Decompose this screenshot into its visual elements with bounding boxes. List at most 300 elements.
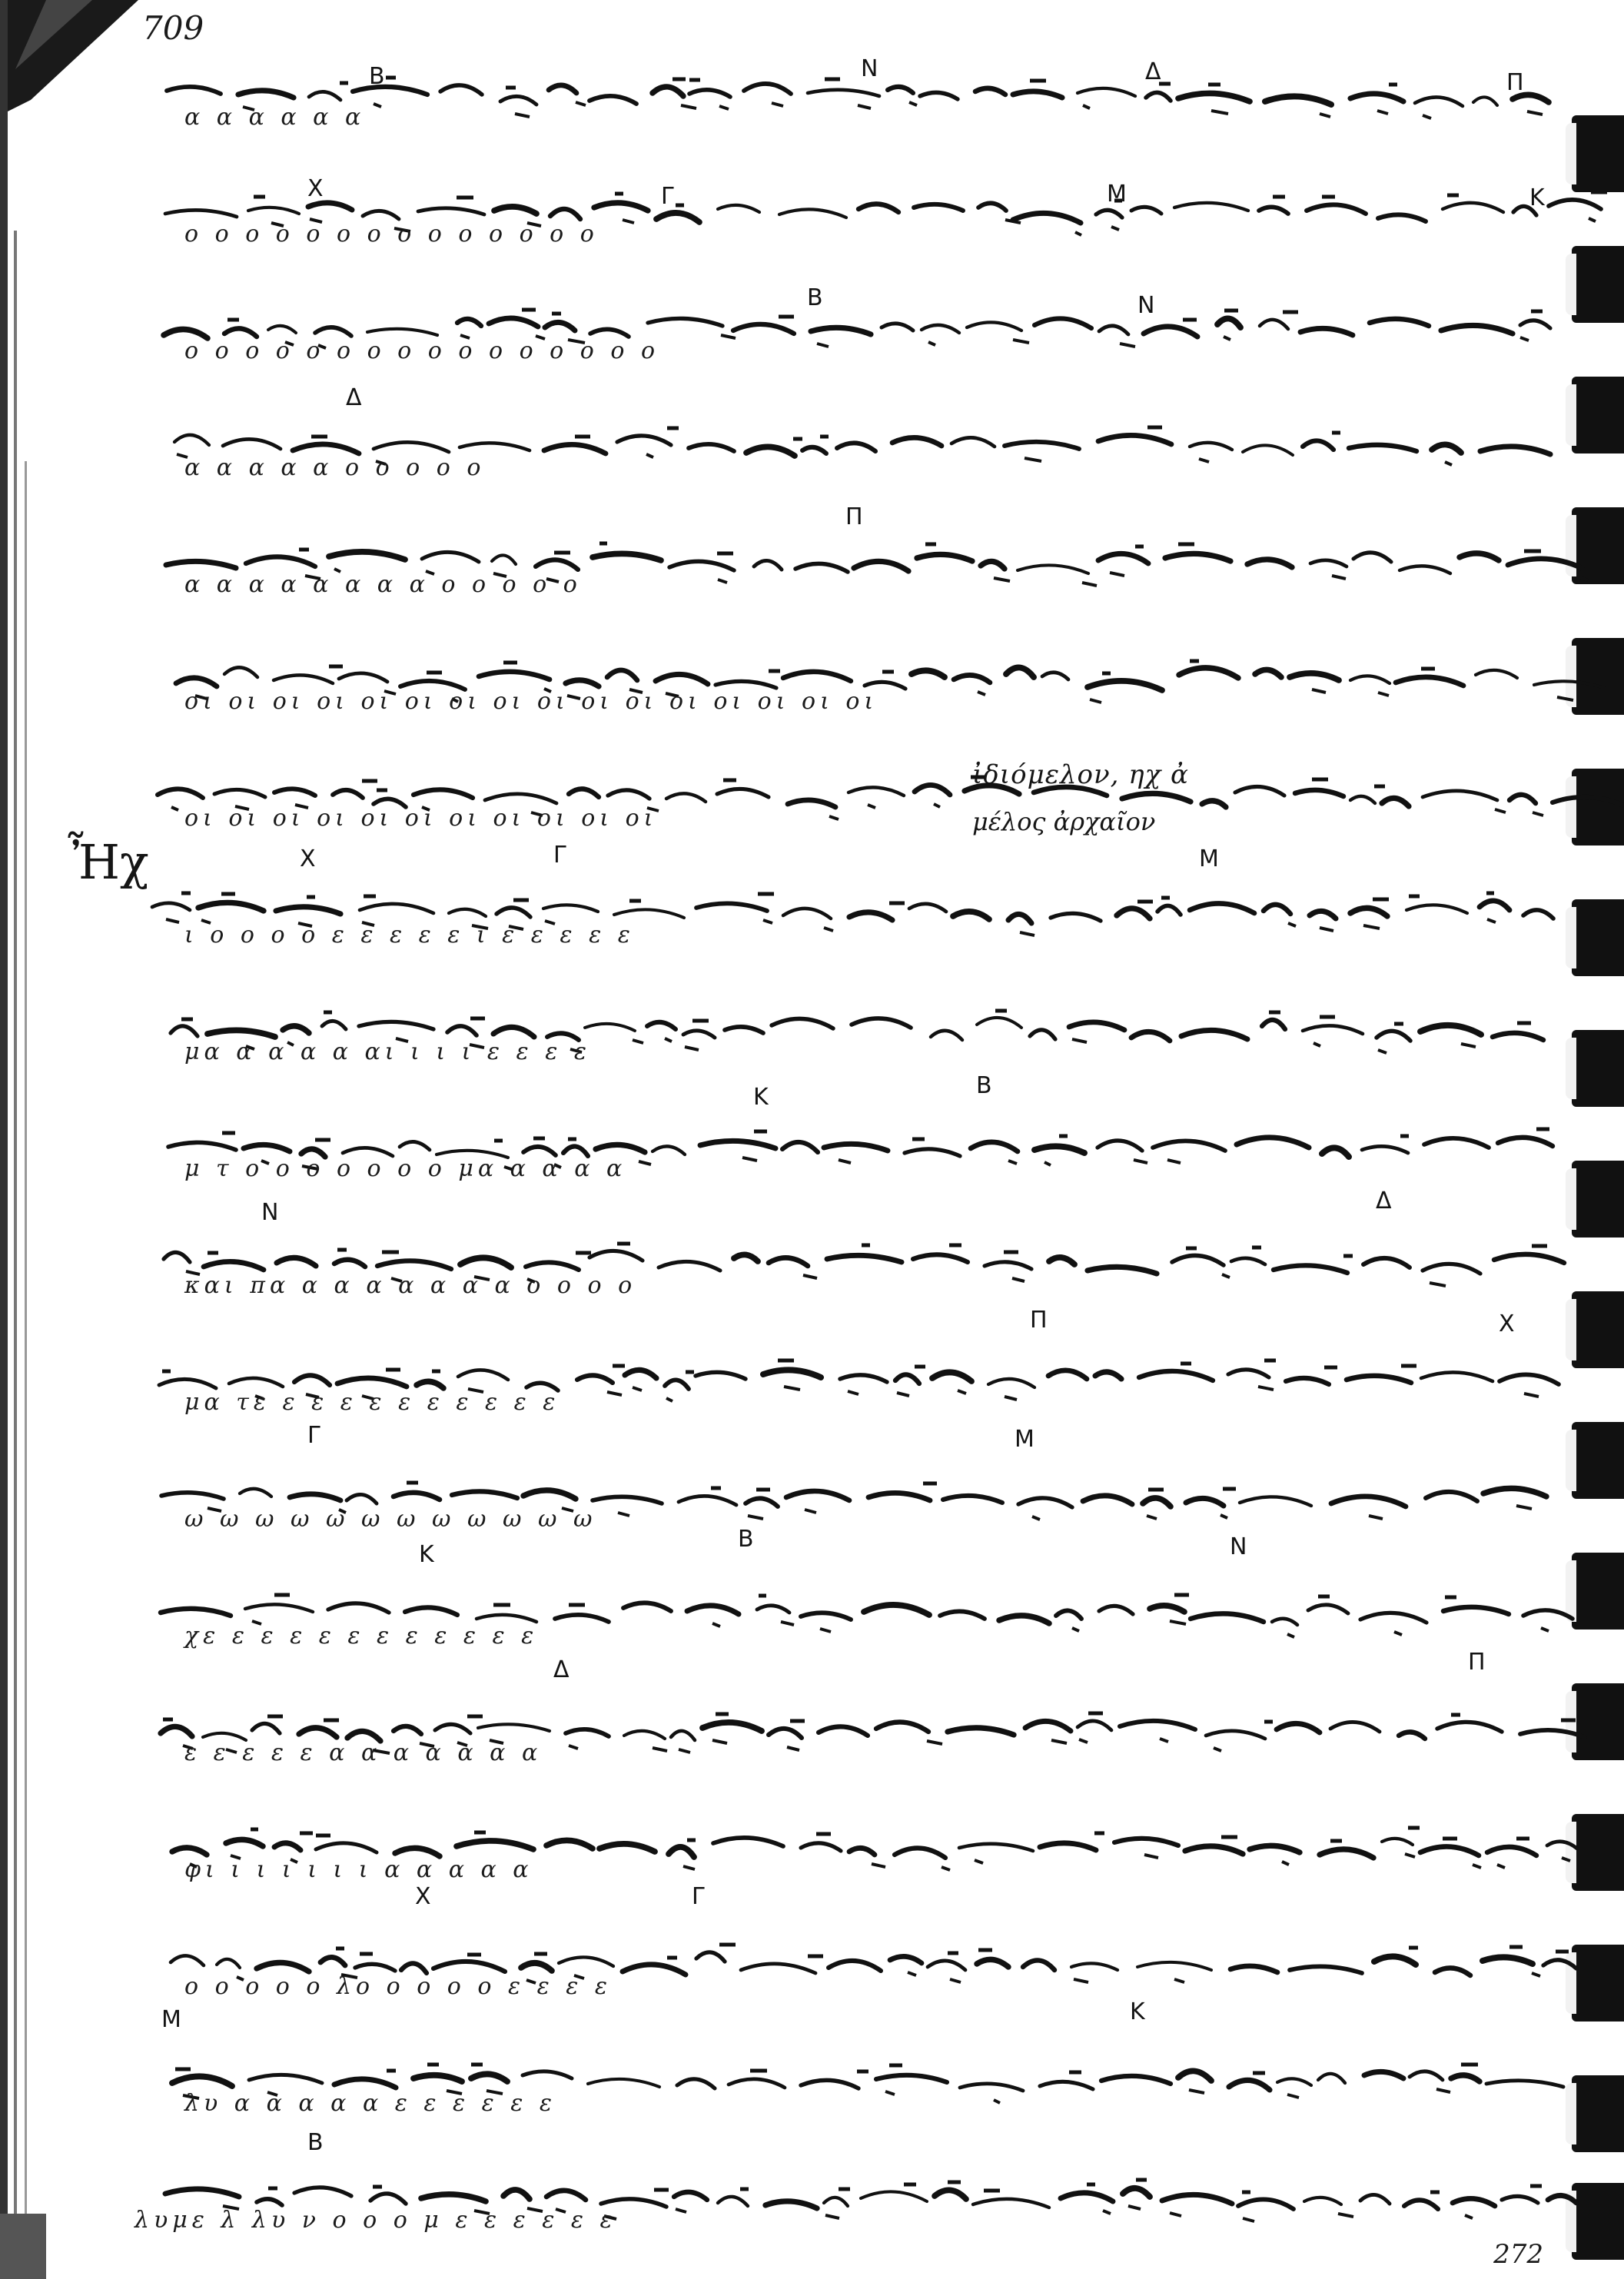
- neume-stroke: [1286, 1378, 1329, 1384]
- neume-stroke: [769, 1257, 808, 1266]
- neume-stroke: [1460, 553, 1499, 560]
- neume-stroke: [223, 439, 281, 449]
- neume-stroke: [503, 2190, 530, 2199]
- neume-hook: [1473, 1865, 1481, 1868]
- neume-stroke: [1476, 670, 1517, 678]
- neume-hook: [1338, 2214, 1353, 2217]
- neume-stroke: [165, 210, 237, 217]
- neume-stroke: [544, 444, 606, 453]
- neume-stroke: [1179, 668, 1238, 678]
- neume-stroke: [418, 208, 484, 214]
- neume-stroke: [1117, 909, 1150, 919]
- lyric-line: ο ο ο ο ο ο ο ο ο ο ο ο ο ο ο ο: [184, 337, 660, 364]
- neume-stroke: [152, 903, 190, 910]
- neume-stroke: [274, 675, 333, 683]
- neume-stroke: [1088, 1267, 1157, 1274]
- neume-stroke: [536, 560, 578, 570]
- neume-stroke: [174, 435, 209, 445]
- neume-stroke: [1399, 1732, 1425, 1739]
- neume-hook: [1128, 2206, 1141, 2209]
- martyria-letter: Γ: [553, 842, 566, 869]
- neume-stroke: [158, 789, 203, 798]
- neume-stroke: [1303, 440, 1333, 450]
- martyria-letter: Β: [807, 284, 823, 311]
- martyria-letter: Π: [1506, 69, 1524, 96]
- neume-stroke: [849, 912, 892, 920]
- neume-hook: [1170, 2213, 1181, 2216]
- neume-stroke: [1006, 667, 1034, 677]
- neume-stroke: [377, 1261, 451, 1269]
- neume-stroke: [329, 552, 405, 560]
- neume-hook: [950, 1979, 961, 1982]
- neume-stroke: [876, 1722, 928, 1732]
- neume-stroke: [238, 91, 294, 98]
- neume-stroke: [601, 2199, 666, 2207]
- neume-stroke: [599, 1844, 655, 1852]
- neume-stroke: [811, 327, 871, 334]
- neume-stroke: [713, 1838, 783, 1846]
- neume-stroke: [656, 674, 708, 684]
- neume-stroke: [1377, 1031, 1410, 1041]
- neume-hook: [1258, 1387, 1274, 1390]
- neume-hook: [1497, 1865, 1505, 1868]
- neume-hook: [1189, 2090, 1204, 2093]
- neume-stroke: [1400, 566, 1450, 573]
- neume-stroke: [1025, 1721, 1071, 1731]
- neume-hook: [1524, 1394, 1539, 1397]
- neume-hook: [1532, 1973, 1540, 1976]
- neume-stroke: [401, 1963, 427, 1973]
- neume-hook: [928, 342, 935, 345]
- neume-stroke: [589, 96, 636, 104]
- neume-stroke: [1023, 1960, 1054, 1970]
- neume-hook: [653, 1748, 667, 1751]
- martyria-letter: Δ: [1376, 1188, 1392, 1214]
- neume-stroke: [167, 87, 221, 94]
- neume-stroke: [1061, 2193, 1113, 2201]
- neume-hook: [1378, 693, 1389, 696]
- neume-stroke: [960, 2084, 1023, 2091]
- neume-stroke: [1370, 319, 1429, 326]
- neume-hook: [1288, 923, 1296, 926]
- neume-hook: [646, 454, 653, 457]
- neume-stroke: [1487, 1847, 1536, 1855]
- neume-stroke: [1303, 1025, 1363, 1034]
- neume-stroke: [876, 2075, 947, 2082]
- neume-hook: [623, 220, 634, 223]
- neume-stroke: [623, 1965, 686, 1975]
- neume-stroke: [224, 667, 257, 677]
- lyric-line: οι οι οι οι οι οι οι οι οι οι οι οι οι οι οι οι: [184, 688, 878, 715]
- neume-stroke: [1114, 1839, 1178, 1845]
- neume-stroke: [746, 1498, 778, 1507]
- neume-stroke: [1453, 2198, 1495, 2206]
- binding-ring: [1572, 1291, 1624, 1368]
- neume-stroke: [696, 903, 767, 911]
- martyria-letter: Γ: [307, 1422, 320, 1449]
- neume-stroke: [837, 443, 875, 451]
- neume-hook: [1287, 2095, 1299, 2098]
- neume-stroke: [1123, 2188, 1150, 2197]
- neume-hook: [1090, 699, 1101, 703]
- neume-stroke: [164, 1252, 190, 1262]
- martyria-letter: Π: [845, 503, 863, 530]
- neume-stroke: [1396, 677, 1463, 686]
- neume-stroke: [849, 1848, 875, 1855]
- neume-hook: [633, 1040, 643, 1043]
- neume-hook: [1083, 105, 1090, 108]
- neume-stroke: [593, 553, 661, 560]
- neume-stroke: [299, 1728, 337, 1737]
- neume-stroke: [659, 1261, 720, 1271]
- neume-stroke: [954, 675, 990, 683]
- neume-stroke: [1534, 681, 1604, 688]
- neume-hook: [909, 102, 917, 105]
- neume-stroke: [977, 1959, 1008, 1967]
- neume-hook: [1051, 1740, 1067, 1743]
- neume-stroke: [1131, 207, 1161, 214]
- neume-stroke: [1153, 1141, 1225, 1151]
- martyria-letter: Μ: [161, 2006, 181, 2033]
- neume-hook: [1211, 111, 1228, 114]
- neume-hook: [1160, 1739, 1168, 1742]
- neume-stroke: [973, 2199, 1049, 2208]
- neume-stroke: [1290, 1966, 1362, 1973]
- neume-stroke: [1547, 1842, 1577, 1849]
- neume-stroke: [245, 1604, 313, 1612]
- neume-stroke: [479, 672, 550, 679]
- neume-stroke: [1172, 1255, 1224, 1265]
- neume-stroke: [882, 324, 913, 331]
- martyria-letter: Δ: [553, 1656, 570, 1683]
- neume-hook: [868, 805, 875, 808]
- neume-stroke: [229, 1378, 283, 1387]
- neume-stroke: [1494, 1254, 1564, 1263]
- neume-stroke: [840, 1375, 887, 1382]
- neume-stroke: [569, 789, 599, 797]
- neume-stroke: [985, 1262, 1031, 1269]
- neume-stroke: [1304, 2198, 1341, 2204]
- neume-stroke: [1250, 1845, 1300, 1852]
- neume-stroke: [1056, 1610, 1081, 1619]
- neume-stroke: [801, 1843, 841, 1851]
- neume-stroke: [895, 1848, 945, 1858]
- neume-stroke: [294, 2188, 351, 2196]
- neume-stroke: [716, 681, 776, 688]
- martyria-letter: Μ: [1199, 845, 1219, 872]
- neume-stroke: [718, 205, 759, 212]
- neume-stroke: [1051, 913, 1101, 921]
- neume-stroke: [1509, 795, 1536, 803]
- neume-stroke: [485, 794, 556, 803]
- neume-stroke: [795, 563, 848, 572]
- neume-hook: [858, 105, 871, 108]
- neume-stroke: [168, 1142, 236, 1150]
- neume-stroke: [1360, 2194, 1390, 2204]
- neume-hook: [1013, 340, 1029, 343]
- martyria-letter: Γ: [692, 1883, 705, 1910]
- neume-stroke: [1277, 1723, 1320, 1733]
- neume-stroke: [1499, 1374, 1559, 1384]
- neume-stroke: [801, 1613, 851, 1620]
- neume-hook: [1423, 115, 1431, 118]
- neume-stroke: [252, 1723, 280, 1733]
- neume-stroke: [1486, 2081, 1563, 2087]
- neume-stroke: [555, 1615, 609, 1622]
- neume-stroke: [689, 444, 734, 451]
- martyria-letter: Ν: [1137, 292, 1155, 319]
- neume-stroke: [440, 85, 482, 95]
- neume-stroke: [1382, 1839, 1413, 1845]
- neume-stroke: [208, 1030, 275, 1037]
- neume-stroke: [421, 2194, 486, 2201]
- neume-stroke: [460, 443, 530, 450]
- neume-stroke: [1260, 320, 1288, 329]
- neume-hook: [748, 1516, 763, 1519]
- lyric-line: ο ο ο ο ο λο ο ο ο ο ε ε ε ε: [184, 1973, 612, 2000]
- neume-hook: [872, 1864, 885, 1867]
- neume-stroke: [161, 1726, 192, 1736]
- neume-hook: [1110, 573, 1124, 576]
- neume-hook: [927, 1741, 942, 1744]
- neume-stroke: [477, 1615, 536, 1622]
- neume-stroke: [1350, 94, 1403, 101]
- neume-stroke: [669, 1847, 694, 1857]
- neume-hook: [1589, 218, 1596, 221]
- neume-hook: [1562, 1858, 1570, 1861]
- neume-stroke: [489, 318, 538, 327]
- neume-hook: [666, 1398, 673, 1401]
- neume-hook: [1465, 2215, 1473, 2218]
- neume-hook: [1167, 1160, 1181, 1163]
- neume-stroke: [940, 1611, 985, 1619]
- neume-hook: [958, 1390, 966, 1394]
- neume-stroke: [1350, 908, 1387, 916]
- neume-stroke: [981, 561, 1005, 569]
- lyric-line: α α α α α α α α ο ο ο ο ο: [184, 571, 582, 598]
- neume-stroke: [951, 437, 995, 447]
- neume-stroke: [176, 678, 217, 686]
- neume-stroke: [1364, 2071, 1403, 2078]
- neume-stroke: [322, 1021, 346, 1029]
- neume-stroke: [1181, 1030, 1247, 1039]
- neume-stroke: [1048, 1370, 1087, 1379]
- neume-stroke: [1139, 1371, 1213, 1380]
- neume-hook: [1020, 932, 1035, 935]
- neume-stroke: [653, 1146, 685, 1154]
- neume-hook: [1174, 1979, 1184, 1982]
- neume-hook: [1377, 111, 1388, 114]
- neume-stroke: [935, 2190, 966, 2199]
- neume-stroke: [608, 790, 649, 799]
- neume-stroke: [1502, 2196, 1538, 2203]
- neume-stroke: [1099, 326, 1128, 334]
- lyric-line: και πα α α α α α α α ο ο ο ο: [184, 1272, 637, 1299]
- neume-stroke: [478, 1724, 550, 1731]
- neume-stroke: [1548, 2195, 1576, 2203]
- neume-stroke: [315, 327, 351, 336]
- neume-stroke: [1095, 1372, 1121, 1379]
- martyria-letter: Π: [1468, 1649, 1486, 1676]
- neume-hook: [1332, 576, 1346, 579]
- neume-stroke: [864, 1605, 929, 1615]
- neume-stroke: [334, 1260, 365, 1267]
- neume-hook: [1220, 1515, 1227, 1518]
- neume-stroke: [274, 789, 315, 796]
- neume-stroke: [360, 904, 433, 913]
- neume-stroke: [1362, 1146, 1408, 1153]
- neume-stroke: [1290, 673, 1339, 680]
- neume-stroke: [917, 554, 972, 561]
- neume-stroke: [1451, 2075, 1480, 2081]
- neume-stroke: [596, 1144, 645, 1152]
- neume-stroke: [912, 670, 945, 677]
- neume-stroke: [1162, 2194, 1232, 2204]
- neume-stroke: [433, 1962, 505, 1972]
- neume-hook: [1120, 344, 1135, 347]
- neume-stroke: [948, 1728, 1014, 1735]
- neume-stroke: [290, 1494, 340, 1500]
- neume-stroke: [171, 1955, 204, 1965]
- neume-stroke: [623, 1603, 671, 1611]
- neume-stroke: [471, 2074, 507, 2081]
- neume-stroke: [394, 1493, 440, 1500]
- neume-hook: [1282, 1862, 1289, 1865]
- neume-hook: [897, 1393, 909, 1396]
- neume-stroke: [308, 203, 352, 210]
- neume-hook: [1012, 1278, 1025, 1281]
- neume-stroke: [1410, 2071, 1443, 2080]
- neume-stroke: [1137, 1962, 1211, 1970]
- martyria-letter: Β: [976, 1072, 992, 1099]
- neume-stroke: [696, 1952, 725, 1962]
- neume-hook: [1005, 1397, 1017, 1400]
- neume-stroke: [1423, 791, 1497, 800]
- neume-hook: [839, 1160, 851, 1163]
- neume-stroke: [1523, 910, 1553, 919]
- neume-hook: [633, 1387, 642, 1390]
- lyric-line: ο ο ο ο ο ο ο ο ο ο ο ο ο ο: [184, 221, 599, 248]
- mode-signature: Ἦχ: [68, 834, 149, 890]
- martyria-letter: Ν: [261, 1199, 279, 1226]
- neume-hook: [1495, 809, 1506, 812]
- neume-stroke: [333, 790, 363, 798]
- neume-hook: [1436, 2089, 1450, 2092]
- neume-stroke: [1353, 553, 1391, 562]
- neume-hook: [719, 106, 729, 109]
- neume-hook: [1079, 1739, 1088, 1742]
- neume-stroke: [293, 444, 359, 453]
- lyric-line: μα α α α α αι ι ι ι ε ε ε ε: [184, 1038, 591, 1065]
- neume-hook: [1032, 1517, 1040, 1520]
- neume-stroke: [435, 1724, 470, 1733]
- neume-stroke: [1049, 1257, 1074, 1264]
- neume-stroke: [523, 1490, 576, 1499]
- martyria-letter: Χ: [415, 1883, 431, 1910]
- folio-number-top: 709: [142, 9, 204, 47]
- neume-stroke: [1480, 447, 1550, 454]
- neume-hook: [1224, 337, 1230, 340]
- neume-hook: [1170, 1621, 1186, 1624]
- neume-stroke: [1349, 445, 1416, 451]
- neume-stroke: [171, 1026, 198, 1036]
- neume-hook: [1487, 919, 1496, 922]
- neume-hook: [1312, 689, 1326, 693]
- neume-hook: [1520, 337, 1529, 341]
- neume-stroke: [1229, 2080, 1270, 2090]
- neume-hook: [1557, 697, 1573, 700]
- neume-stroke: [648, 318, 722, 326]
- neume-stroke: [1424, 1138, 1489, 1148]
- lyric-line: α α α α α α: [184, 104, 366, 131]
- neume-hook: [975, 1860, 983, 1863]
- neume-hook: [1072, 1628, 1079, 1631]
- neume-stroke: [868, 1493, 930, 1500]
- neume-stroke: [172, 2076, 232, 2086]
- neume-hook: [772, 103, 783, 106]
- neume-stroke: [746, 447, 795, 456]
- neume-stroke: [1549, 200, 1601, 209]
- neume-hook: [805, 1510, 816, 1513]
- neume-stroke: [363, 211, 399, 219]
- neume-stroke: [1483, 1957, 1533, 1964]
- neume-stroke: [334, 2079, 396, 2088]
- neume-hook: [885, 2091, 895, 2095]
- neume-stroke: [718, 2197, 748, 2206]
- neume-stroke: [240, 1489, 271, 1497]
- neume-stroke: [159, 1379, 216, 1388]
- neume-stroke: [1243, 445, 1293, 455]
- lyric-line: χε ε ε ε ε ε ε ε ε ε ε ε: [184, 1623, 539, 1649]
- neume-stroke: [1178, 93, 1250, 101]
- neume-stroke: [988, 1379, 1035, 1387]
- neume-stroke: [1277, 2078, 1311, 2085]
- neume-stroke: [1071, 1963, 1118, 1970]
- neume-stroke: [977, 1018, 1021, 1028]
- neume-stroke: [671, 1731, 695, 1740]
- rubric-heading: ἰδιόμελον, ηχ ἀ: [972, 759, 1189, 790]
- neume-stroke: [928, 1961, 965, 1970]
- neume-hook: [908, 1972, 916, 1975]
- neume-hook: [721, 335, 736, 338]
- neume-stroke: [413, 789, 473, 798]
- neume-stroke: [422, 552, 479, 562]
- neume-stroke: [172, 1848, 207, 1855]
- neume-stroke: [625, 1370, 656, 1378]
- neume-hook: [683, 1866, 695, 1869]
- neume-stroke: [588, 2079, 659, 2087]
- martyria-letter: Χ: [300, 845, 316, 872]
- neume-stroke: [858, 204, 898, 212]
- neume-stroke: [1347, 1376, 1411, 1383]
- neume-stroke: [521, 1963, 552, 1971]
- neume-stroke: [614, 909, 684, 918]
- neume-stroke: [353, 87, 427, 95]
- neume-stroke: [854, 561, 908, 571]
- neume-hook: [1533, 812, 1543, 816]
- neume-hook: [994, 578, 1010, 581]
- neume-stroke: [1300, 328, 1353, 335]
- neume-stroke: [656, 213, 699, 222]
- neume-hook: [1222, 1274, 1230, 1277]
- martyria-letter: Χ: [1499, 1311, 1515, 1337]
- neume-stroke: [665, 1380, 689, 1389]
- neume-hook: [676, 2209, 686, 2212]
- neume-hook: [681, 105, 696, 108]
- neume-hook: [1461, 1044, 1476, 1047]
- neume-hook: [1082, 583, 1097, 586]
- lyric-line: α α α α α ο ο ο ο ο: [184, 454, 486, 481]
